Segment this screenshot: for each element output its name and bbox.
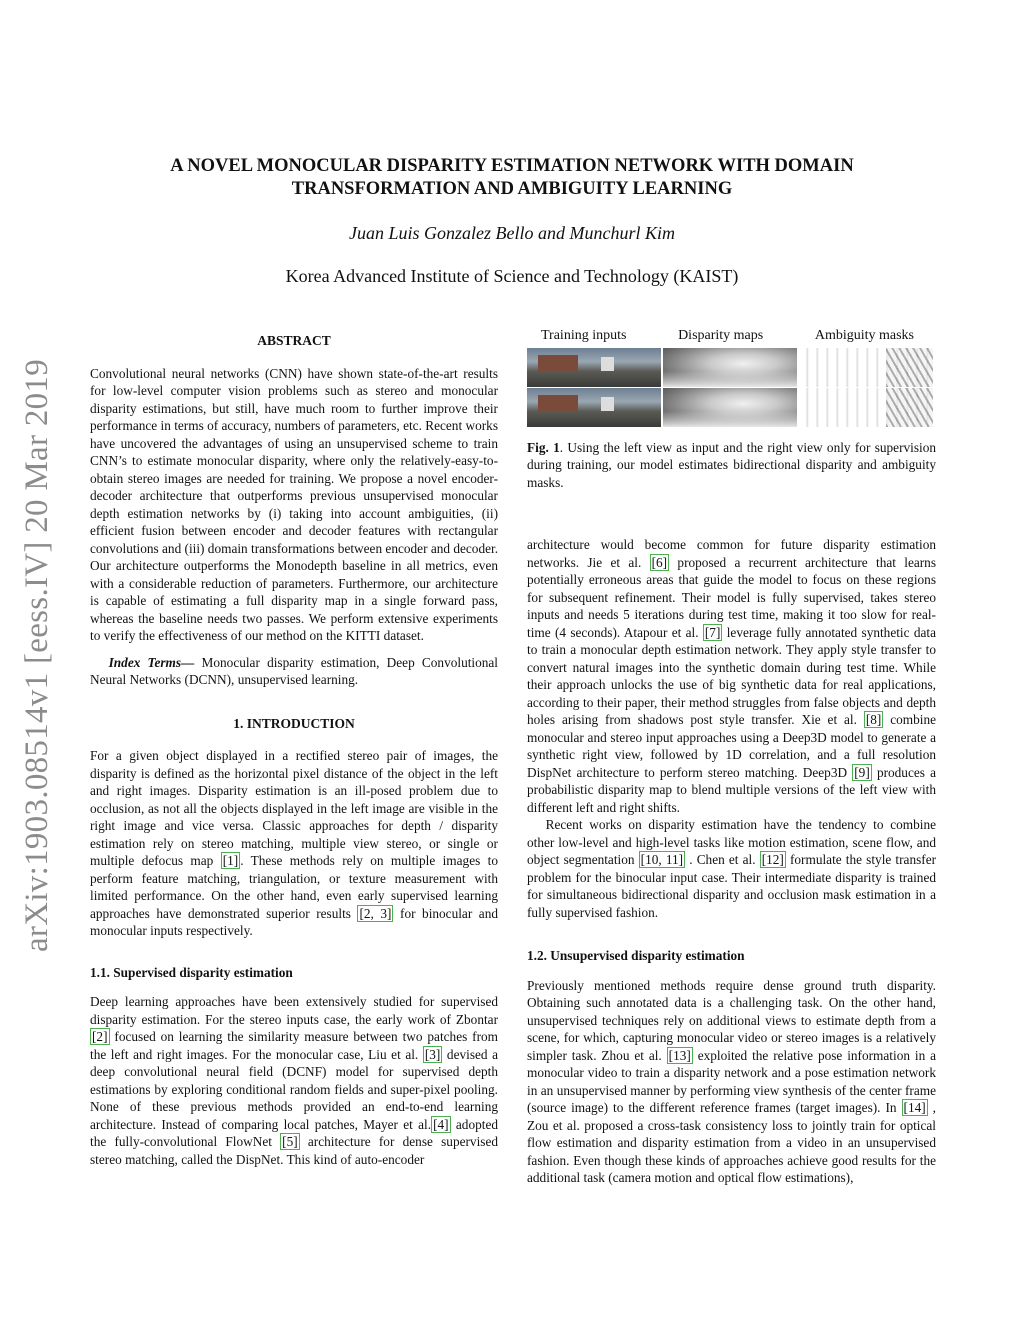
body-text: focused on learning the similarity measure between two patches from the left and right images. For the monocular case, Liu et al. (90, 1029, 499, 1062)
section-1-2-heading: 1.2. Unsupervised disparity estimation (527, 948, 745, 963)
citation-link[interactable]: [4] (433, 1116, 449, 1132)
right-column (527, 327, 936, 1187)
ambiguity-mask-image (799, 388, 933, 427)
title-line-2: TRANSFORMATION AND AMBIGUITY LEARNING (291, 179, 733, 199)
body-text: leverage fully annotated synthetic data to train a monocular depth estimation network. They apply style transfer to convert natural images into the synthetic domain during test time. While their approach unlocks the use of big synthetic data for real applications, according to their paper, their method struggles from false objects and depth holes arising from shadows post style transfer. Xie et al. (527, 624, 936, 727)
body-text: produces a probabilistic disparity map to blend multiple versions of the left view with different left and right shifts. (527, 764, 937, 815)
citation-link[interactable]: [13] (668, 1047, 691, 1063)
citation-link[interactable]: [2, 3] (359, 905, 392, 921)
citation-link[interactable]: [2] (92, 1029, 108, 1044)
paper-authors: Juan Luis Gonzalez Bello and Munchurl Kim (349, 223, 675, 243)
fig-label-training-inputs: Training inputs (541, 328, 627, 343)
figure-1 (527, 327, 936, 491)
left-column (90, 332, 498, 1168)
body-text: Recent works on disparity estimation have the tendency to combine other low-level and high-level tasks like motion estimation, scene flow, and object segmentation (527, 817, 936, 867)
figure-1-caption (527, 439, 936, 492)
section-1-1-paragraph-part1 (90, 993, 498, 1168)
abstract-heading: ABSTRACT (257, 333, 331, 348)
arxiv-identifier-stamp (12, 350, 64, 960)
figure-label: Fig. 1 (527, 439, 560, 455)
body-text: adopted the fully-convolutional FlowNet (90, 1116, 498, 1149)
body-text: architecture for dense supervised stereo matching, called the DispNet. This kind of auto-encoder (90, 1134, 498, 1167)
intro-text-b: . These methods rely on multiple images to perform feature matching, triangulation, or texture measurement with limited performance. On the other hand, even early supervised learning approaches have demonstrated superior results (90, 853, 498, 921)
body-text: , Zou et al. proposed a cross-task consistency loss to jointly train for optical flow estimation and disparity estimation from a video in an unsupervised fashion. Even though these kinds of approaches achieve good results for the additional task (camera motion and optical flow estimations), (527, 1100, 936, 1185)
citation-link[interactable]: [7] (704, 624, 721, 640)
introduction-heading: 1. INTRODUCTION (233, 715, 355, 731)
index-terms (90, 654, 498, 689)
body-text: Previously mentioned methods require dense ground truth disparity. Obtaining such annotated data is a challenging task. On the other hand, unsupervised techniques rely on additional views to estimate depth from a scene, for which, capturing monocular video or stereo images is a relatively simpler task. Zhou et al. (527, 977, 936, 1063)
citation-link[interactable]: [14] (903, 1100, 926, 1115)
paper-title (110, 155, 914, 201)
body-text: architecture would become common for future disparity estimation networks. Jie et al. (527, 537, 936, 570)
citation-link[interactable]: [9] (854, 764, 870, 780)
figure-image-grid (527, 348, 933, 427)
citation-link[interactable]: [8] (865, 712, 882, 727)
body-text: proposed a recurrent architecture that learns potentially erroneous areas that guide the model to focus on these regions for subsequent refinement. Their model is fully supervised, takes stereo inputs and needs 5 iterations during test time, making it too slow for real-time (4 seconds). Atapour et al. (527, 554, 937, 640)
body-text: . Chen et al. (689, 852, 756, 867)
index-terms-text: Monocular disparity estimation, Deep Convolutional Neural Networks (DCNN), unsupervised learning. (90, 654, 498, 687)
citation-link[interactable]: [12] (761, 852, 784, 867)
training-input-image (527, 348, 661, 387)
citation-link[interactable]: [3] (424, 1046, 441, 1062)
caption-text: . Using the left view as input and the right view only for supervision during training, our model estimates bidirectional disparity and ambiguity masks. (527, 439, 937, 490)
body-text: Deep learning approaches have been extensively studied for supervised disparity estimation. For the stereo inputs case, the early work of Zbontar (90, 994, 498, 1027)
fig-label-disparity-maps: Disparity maps (678, 328, 764, 343)
ambiguity-mask-image (799, 348, 933, 387)
title-line-1: A NOVEL MONOCULAR DISPARITY ESTIMATION NETWORK WITH DOMAIN (170, 156, 854, 176)
body-text: combine monocular and stereo input approaches using a Deep3D model to generate a synthetic right view, followed by 1D correlation, and a full resolution DispNet architecture to perform stereo matching. Deep3D (527, 712, 936, 780)
disparity-map-image (663, 348, 797, 387)
fig-label-ambiguity-masks: Ambiguity masks (814, 328, 914, 343)
section-1-1-paragraph-continued (527, 536, 936, 816)
citation-link[interactable]: [10, 11] (640, 852, 684, 867)
citation-link[interactable]: [5] (282, 1134, 298, 1149)
citation-link[interactable]: [6] (651, 554, 668, 570)
citation-link[interactable]: [1] (222, 853, 239, 868)
section-1-1-paragraph-2 (527, 816, 936, 921)
intro-text-a: For a given object displayed in a rectified stereo pair of images, the disparity is defined as the horizontal pixel distance of the object in the left and right images. Disparity estimation is an ill-posed problem due to occlusion, as not all the objects displayed in the left image are visible in the right image and vice versa. Classic approaches for depth / disparity estimation rely on stereo matching, multiple view stereo, or single or multiple defocus map (90, 748, 498, 868)
index-terms-label: Index Terms— (108, 654, 195, 670)
section-1-1-heading: 1.1. Supervised disparity estimation (90, 964, 293, 980)
paper-affiliation: Korea Advanced Institute of Science and Technology (KAIST) (285, 266, 739, 286)
body-text: formulate the style transfer problem for the binocular input case. Their intermediate disparity is trained for simultaneous bidirectional disparity and occlusion mask estimation in a fully supervised fashion. (527, 852, 937, 920)
body-text: devised a deep convolutional neural field (DCNF) model for supervised depth estimations by exploring conditional random fields and super-pixel pooling. None of these previous methods provided an end-to-end learning architecture. Instead of comparing local patches, Mayer et al. (90, 1046, 499, 1132)
intro-text-c: for binocular and monocular inputs respectively. (90, 905, 498, 938)
abstract-body: Convolutional neural networks (CNN) have shown state-of-the-art results for low-level computer vision problems such as stereo and monocular disparity estimations, but still, have much room to further improve their performance in terms of accuracy, numbers of parameters, etc. Recent works have uncovered the advantages of using an unsupervised scheme to train CNN’s to estimate monocular disparity, where only the relatively-easy-to-obtain stereo images are needed for training. We propose a novel encoder-decoder architecture that outperforms previous unsupervised monocular depth estimation networks by (i) taking into account ambiguities, (ii) efficient fusion between encoder and decoder features with rectangular convolutions and (iii) domain transformations between encoder and decoder. Our architecture outperforms the Monodepth baseline in all metrics, even with a considerable reduction of parameters. Furthermore, our architecture is capable of estimating a full disparity map in a single forward pass, whereas the baseline needs two passes. We perform extensive experiments to verify the effectiveness of our method on the KITTI dataset. (90, 365, 499, 643)
section-1-2-paragraph (527, 977, 936, 1187)
introduction-paragraph (90, 747, 498, 940)
training-input-image (527, 388, 661, 427)
disparity-map-image (663, 388, 797, 427)
figure-column-labels (527, 327, 936, 345)
body-text: exploited the relative pose information in a monocular video to train a disparity network and a pose estimation network in an unsupervised manner by performing view synthesis of the center frame (source image) to the different reference frames (target images). In (527, 1047, 937, 1115)
arxiv-id-text: arXiv:1903.08514v1 [eess.IV] 20 Mar 2019 (19, 358, 56, 952)
